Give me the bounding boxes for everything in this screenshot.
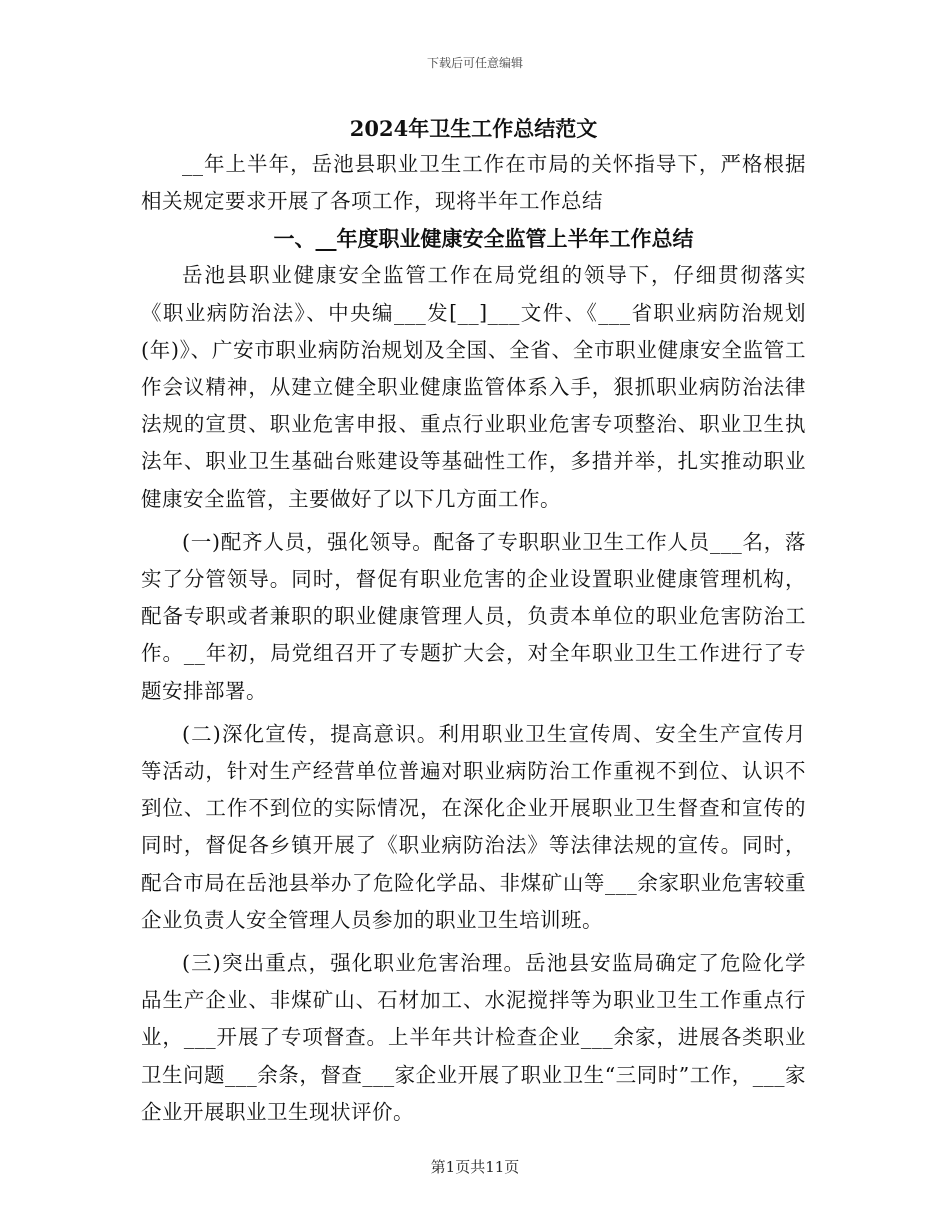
document-body bbox=[141, 112, 806, 1131]
intro-paragraph: __年上半年，岳池县职业卫生工作在市局的关怀指导下，严格根据相关规定要求开展了各项工作，现将半年工作总结 bbox=[141, 152, 806, 214]
document-title: 2024年卫生工作总结范文 bbox=[349, 116, 598, 141]
body-paragraph: 岳池县职业健康安全监管工作在局党组的领导下，仔细贯彻落实《职业病防治法》、中央编___发[__]___文件、《___省职业病防治规划(年)》、广安市职业病防治规划及全国、全省、全市职业健康安全监管工作会议精神，从建立健全职业健康监管体系入手，狠抓职业病防治法律法规的宣贯、职业危害申报、重点行业职业危害专项整治、职业卫生执法年、职业卫生基础台账建设等基础性工作，多措并举，扎实推动职业健康安全监管，主要做好了以下几方面工作。 bbox=[141, 263, 806, 511]
body-paragraph: (一)配齐人员，强化领导。配备了专职职业卫生工作人员___名，落实了分管领导。同时，督促有职业危害的企业设置职业健康管理机构，配备专职或者兼职的职业健康管理人员，负责本单位的职业危害防治工作。__年初，局党组召开了专题扩大会，对全年职业卫生工作进行了专题安排部署。 bbox=[141, 529, 806, 703]
header-note: 下载后可任意编辑 bbox=[426, 56, 523, 70]
page-number: 第1页共11页 bbox=[430, 1158, 520, 1176]
body-paragraph: (三)突出重点，强化职业危害治理。岳池县安监局确定了危险化学品生产企业、非煤矿山、石材加工、水泥搅拌等为职业卫生工作重点行业，___开展了专项督查。上半年共计检查企业___余家，进展各类职业卫生问题___余条，督查___家企业开展了职业卫生“三同时”工作，___家企业开展职业卫生现状评价。 bbox=[141, 951, 806, 1124]
section-heading: 一、__年度职业健康安全监管上半年工作总结 bbox=[273, 226, 694, 252]
body-paragraph: (二)深化宣传，提高意识。利用职业卫生宣传周、安全生产宣传月等活动，针对生产经营单位普遍对职业病防治工作重视不到位、认识不到位、工作不到位的实际情况，在深化企业开展职业卫生督查和宣传的同时，督促各乡镇开展了《职业病防治法》等法律法规的宣传。同时，配合市局在岳池县举办了危险化学品、非煤矿山等___余家职业危害较重企业负责人安全管理人员参加的职业卫生培训班。 bbox=[141, 721, 806, 932]
